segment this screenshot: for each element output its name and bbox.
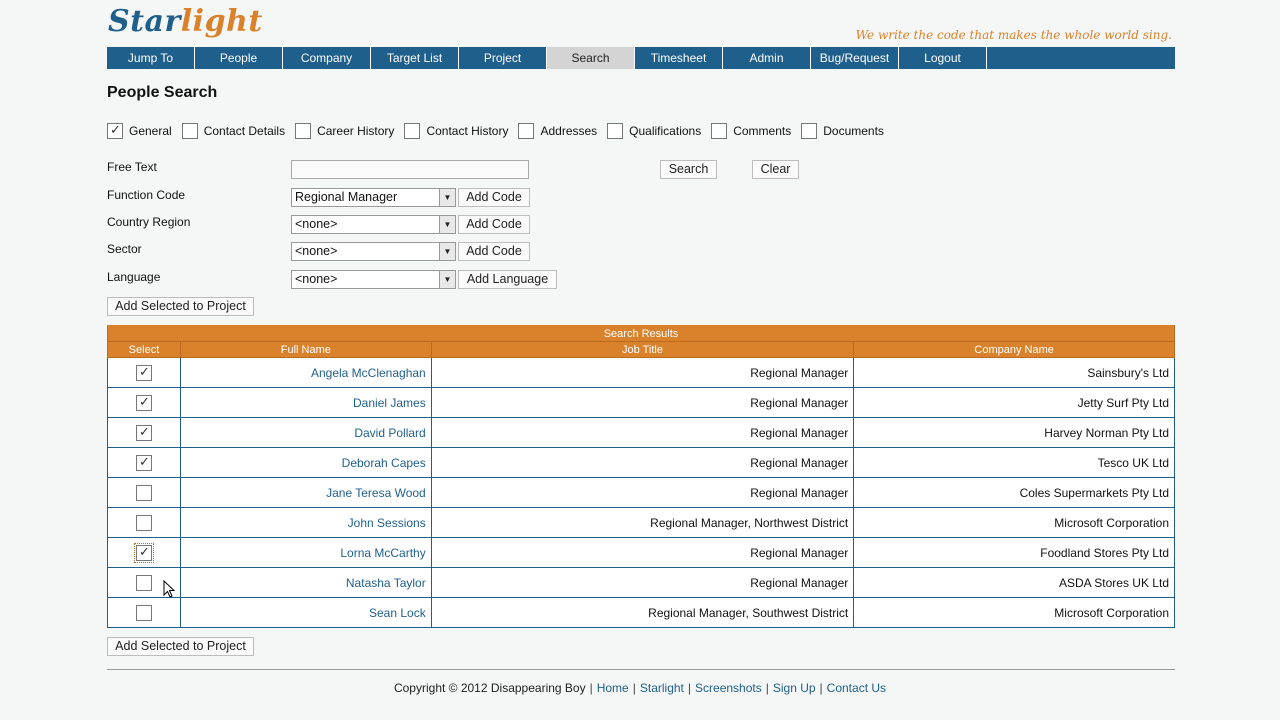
add-function-code-button[interactable]: Add Code (458, 188, 530, 207)
row-select-checkbox[interactable] (136, 575, 152, 591)
job-title-cell: Regional Manager (431, 358, 854, 388)
row-select-checkbox[interactable] (136, 425, 152, 441)
select-cell (108, 358, 181, 388)
person-link[interactable]: David Pollard (354, 425, 426, 440)
table-row (108, 418, 1175, 448)
row-select-checkbox[interactable] (136, 515, 152, 531)
person-link[interactable]: Daniel James (353, 395, 426, 410)
qualifications-checkbox[interactable] (607, 123, 623, 139)
sector-value: <none> (295, 244, 338, 258)
tab-label: Qualifications (629, 124, 702, 138)
job-title-cell: Regional Manager (431, 568, 854, 598)
tab-contact-details[interactable] (182, 123, 285, 139)
tab-contact-history[interactable] (404, 123, 508, 139)
contact-details-checkbox[interactable] (182, 123, 198, 139)
footer-link-home[interactable]: Home (596, 681, 629, 695)
select-cell (108, 508, 181, 538)
language-value: <none> (295, 272, 338, 286)
search-button[interactable]: Search (660, 160, 717, 179)
column-header-job-title: Job Title (431, 342, 854, 358)
tab-label: General (129, 124, 172, 138)
row-select-checkbox[interactable] (136, 605, 152, 621)
job-title-cell: Regional Manager (431, 478, 854, 508)
add-language-button[interactable]: Add Language (458, 270, 557, 289)
tab-label: Comments (733, 124, 792, 138)
row-select-checkbox[interactable] (136, 545, 152, 561)
function-code-select[interactable] (291, 188, 456, 207)
table-row (108, 508, 1175, 538)
footer-link-sign-up[interactable]: Sign Up (772, 681, 816, 695)
select-cell (108, 388, 181, 418)
column-header-select: Select (108, 342, 181, 358)
tab-comments[interactable] (711, 123, 791, 139)
person-link[interactable]: John Sessions (347, 515, 426, 530)
sector-label: Sector (107, 242, 142, 256)
job-title-cell: Regional Manager (431, 388, 854, 418)
logo-part-1: Star (108, 4, 181, 39)
country-region-label: Country Region (107, 215, 191, 229)
logo-part-2: light (180, 4, 263, 39)
row-select-checkbox[interactable] (136, 455, 152, 471)
job-title-cell: Regional Manager, Southwest District (431, 598, 854, 628)
tagline: We write the code that makes the whole world sing. (855, 28, 1172, 42)
nav-target-list[interactable]: Target List (371, 47, 459, 69)
nav-admin[interactable]: Admin (723, 47, 811, 69)
table-row (108, 358, 1175, 388)
company-name-cell: Microsoft Corporation (854, 508, 1175, 538)
full-name-cell (180, 538, 431, 568)
row-select-checkbox[interactable] (136, 485, 152, 501)
column-header-full-name: Full Name (180, 342, 431, 358)
column-header-company-name: Company Name (854, 342, 1175, 358)
tab-label: Contact Details (203, 124, 286, 138)
nav-jump-to[interactable]: Jump To (107, 47, 195, 69)
company-name-cell: ASDA Stores UK Ltd (854, 568, 1175, 598)
comments-checkbox[interactable] (711, 123, 727, 139)
sector-select[interactable] (291, 242, 456, 261)
select-cell (108, 418, 181, 448)
contact-history-checkbox[interactable] (404, 123, 420, 139)
footer-link-screenshots[interactable]: Screenshots (695, 681, 762, 695)
table-row (108, 598, 1175, 628)
nav-project[interactable]: Project (459, 47, 547, 69)
company-name-cell: Foodland Stores Pty Ltd (854, 538, 1175, 568)
person-link[interactable]: Sean Lock (369, 605, 426, 620)
person-link[interactable]: Deborah Capes (341, 455, 426, 470)
country-region-select[interactable] (291, 215, 456, 234)
add-sector-code-button[interactable]: Add Code (458, 242, 530, 261)
select-cell (108, 538, 181, 568)
tab-qualifications[interactable] (607, 123, 701, 139)
nav-people[interactable]: People (195, 47, 283, 69)
add-selected-to-project-button-top[interactable]: Add Selected to Project (107, 297, 254, 316)
full-name-cell (180, 358, 431, 388)
job-title-cell: Regional Manager (431, 448, 854, 478)
company-name-cell: Sainsbury's Ltd (854, 358, 1175, 388)
full-name-cell (180, 508, 431, 538)
full-name-cell (180, 418, 431, 448)
select-cell (108, 448, 181, 478)
person-link[interactable]: Angela McClenaghan (310, 365, 426, 380)
mouse-cursor-icon (163, 580, 175, 598)
nav-search[interactable]: Search (547, 47, 635, 69)
job-title-cell: Regional Manager, Northwest District (431, 508, 854, 538)
function-code-label: Function Code (107, 188, 186, 202)
free-text-label: Free Text (107, 160, 157, 174)
addresses-checkbox[interactable] (518, 123, 534, 139)
chevron-down-icon[interactable]: ▼ (439, 189, 455, 206)
table-row (108, 568, 1175, 598)
nav-company[interactable]: Company (283, 47, 371, 69)
chevron-down-icon[interactable]: ▼ (439, 216, 455, 233)
tab-documents[interactable] (801, 123, 884, 139)
add-country-code-button[interactable]: Add Code (458, 215, 530, 234)
tab-label: Career History (317, 124, 395, 138)
clear-button[interactable]: Clear (752, 160, 799, 179)
footer: Copyright © 2012 Disappearing Boy | Home | Starlight | Screenshots | Sign Up | Contact Us (393, 681, 887, 695)
full-name-cell (180, 598, 431, 628)
nav-bug-request[interactable]: Bug/Request (811, 47, 899, 69)
main-nav (107, 47, 1175, 69)
footer-link-contact-us[interactable]: Contact Us (826, 681, 887, 695)
tab-label: Addresses (540, 124, 598, 138)
person-link[interactable]: Lorna McCarthy (340, 545, 426, 560)
select-cell (108, 598, 181, 628)
chevron-down-icon[interactable]: ▼ (439, 243, 455, 260)
person-link[interactable]: Jane Teresa Wood (326, 485, 426, 500)
tab-career-history[interactable] (295, 123, 394, 139)
tab-general[interactable] (107, 123, 172, 139)
company-name-cell: Coles Supermarkets Pty Ltd (854, 478, 1175, 508)
section-checkboxes (107, 123, 890, 139)
country-region-value: <none> (295, 217, 338, 231)
search-results-table (107, 325, 1175, 628)
add-selected-to-project-button-bottom[interactable]: Add Selected to Project (107, 637, 254, 656)
table-row (108, 448, 1175, 478)
footer-divider (107, 669, 1175, 670)
page-title: People Search (107, 84, 218, 101)
job-title-cell: Regional Manager (431, 418, 854, 448)
language-select[interactable] (291, 270, 456, 289)
company-name-cell: Tesco UK Ltd (854, 448, 1175, 478)
person-link[interactable]: Natasha Taylor (345, 575, 426, 590)
career-history-checkbox[interactable] (295, 123, 311, 139)
table-row (108, 478, 1175, 508)
results-caption: Search Results (108, 326, 1175, 342)
select-cell (108, 478, 181, 508)
tab-label: Documents (823, 124, 884, 138)
table-row (108, 538, 1175, 568)
company-name-cell: Microsoft Corporation (854, 598, 1175, 628)
general-checkbox[interactable] (107, 123, 123, 139)
full-name-cell (180, 568, 431, 598)
footer-link-starlight[interactable]: Starlight (639, 681, 684, 695)
tab-addresses[interactable] (518, 123, 597, 139)
free-text-input[interactable] (291, 160, 529, 179)
row-select-checkbox[interactable] (136, 365, 152, 381)
job-title-cell: Regional Manager (431, 538, 854, 568)
language-label: Language (107, 270, 161, 284)
nav-logout[interactable]: Logout (899, 47, 987, 69)
starlight-logo[interactable] (108, 4, 263, 40)
chevron-down-icon[interactable]: ▼ (439, 271, 455, 288)
table-row (108, 388, 1175, 418)
full-name-cell (180, 388, 431, 418)
function-code-value: Regional Manager (295, 190, 398, 204)
row-select-checkbox[interactable] (136, 395, 152, 411)
company-name-cell: Jetty Surf Pty Ltd (854, 388, 1175, 418)
full-name-cell (180, 478, 431, 508)
company-name-cell: Harvey Norman Pty Ltd (854, 418, 1175, 448)
nav-timesheet[interactable]: Timesheet (635, 47, 723, 69)
full-name-cell (180, 448, 431, 478)
copyright-text: Copyright © 2012 Disappearing Boy (393, 681, 586, 695)
documents-checkbox[interactable] (801, 123, 817, 139)
tab-label: Contact History (426, 124, 509, 138)
